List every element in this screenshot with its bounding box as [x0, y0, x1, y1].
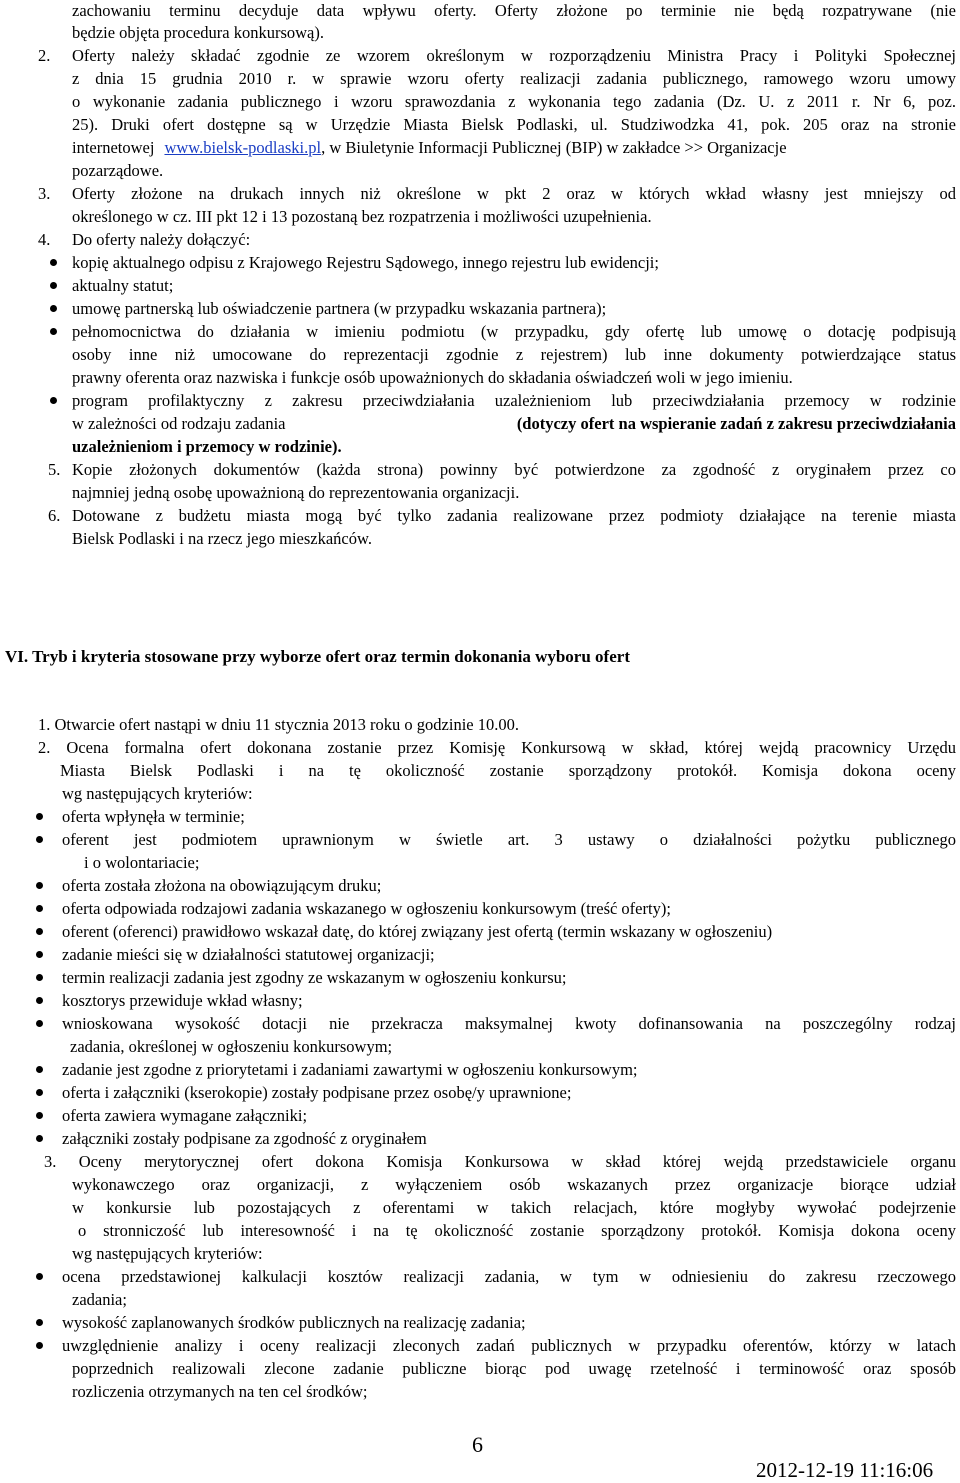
text-line: załączniki zostały podpisane za zgodność z oryginałem [62, 1129, 427, 1148]
text-line: 1. Otwarcie ofert nastąpi w dniu 11 stycznia 2013 roku o godzinie 10.00. [38, 715, 519, 734]
bold-text: uzależnieniom i przemocy w rodzinie). [72, 437, 342, 456]
text-line: oferta zawiera wymagane załączniki; [62, 1106, 308, 1125]
text-line: oferta została złożona na obowiązującym druku; [62, 876, 382, 895]
text-line: będzie objęta procedura konkursową). [72, 23, 324, 42]
bullet-icon [50, 282, 57, 289]
text-line: ocena przedstawionej kalkulacji kosztów realizacji zadania, w tym w odniesieniu do zakresu rzeczowego [62, 1267, 956, 1286]
bullet-icon [36, 1089, 43, 1096]
text-line: zadania; [72, 1290, 127, 1309]
item-number: 2. [38, 46, 51, 65]
text-line: Oferty złożone na drukach innych niż określone w pkt 2 oraz w których wkład własny jest mniejszy od [72, 184, 956, 203]
text-line: poprzednich realizowali zlecone zadanie publiczne biorąc pod uwagę rzetelność i terminowość oraz sposób [72, 1359, 956, 1378]
bullet-icon [36, 1135, 43, 1142]
section-heading: VI. Tryb i kryteria stosowane przy wyborze ofert oraz termin dokonania wyboru ofert [5, 647, 630, 666]
text-line: aktualny statut; [72, 276, 174, 295]
text-line: i o wolontariacie; [84, 853, 200, 872]
text-line: w konkursie lub pozostających z oferentami w takich relacjach, które mogłyby wywołać podejrzenie [72, 1198, 956, 1217]
text-line: pozarządowe. [72, 161, 164, 180]
text-line [72, 413, 956, 434]
bullet-icon [50, 397, 57, 404]
bullet-icon [36, 1112, 43, 1119]
text-line: Kopie złożonych dokumentów (każda strona) powinny być potwierdzone za zgodność z oryginałem przez co [72, 460, 956, 479]
bullet-icon [50, 305, 57, 312]
text-line: z dnia 15 grudnia 2010 r. w sprawie wzoru oferty realizacji zadania publicznego, ramowego wzoru umowy [72, 69, 956, 88]
bullet-icon [36, 813, 43, 820]
text-line: kosztorys przewiduje wkład własny; [62, 991, 303, 1010]
text-line: zadanie jest zgodne z priorytetami i zadaniami zawartymi w ogłoszeniu konkursowym; [62, 1060, 638, 1079]
text-line: Bielsk Podlaski i na rzecz jego mieszkańców. [72, 529, 372, 548]
bullet-icon [36, 1273, 43, 1280]
text-line: oferta i załączniki (kserokopie) zostały podpisane przez osobę/y uprawnione; [62, 1083, 572, 1102]
bullet-icon [36, 1319, 43, 1326]
text-line: zadanie mieści się w działalności statutowej organizacji; [62, 945, 435, 964]
text-line: pełnomocnictwa do działania w imieniu podmiotu (w przypadku, gdy ofertę lub umowę o dotację podpisują [72, 322, 956, 341]
item-number: 6. [48, 506, 61, 525]
text-line: o stronniczość lub interesowność i na tę okoliczność zostanie sporządzony protokół. Komisja dokona oceny [78, 1221, 956, 1240]
bullet-icon [36, 997, 43, 1004]
text-line: oferta odpowiada rodzajowi zadania wskazanego w ogłoszeniu konkursowym (treść oferty); [62, 899, 671, 918]
bullet-icon [36, 1342, 43, 1349]
text-line: rozliczenia otrzymanych na ten cel środków; [72, 1382, 368, 1401]
text-line: wg następujących kryteriów: [72, 1244, 263, 1263]
text-line: termin realizacji zadania jest zgodny ze wskazanym w ogłoszeniu konkursu; [62, 968, 567, 987]
text-line: program profilaktyczny z zakresu przeciwdziałania uzależnieniom lub przeciwdziałania przemocy w rodzinie [72, 391, 956, 410]
bullet-icon [36, 928, 43, 935]
text-line: najmniej jedną osobę upoważnioną do reprezentowania organizacji. [72, 483, 520, 502]
text-line: wnioskowana wysokość dotacji nie przekracza maksymalnej kwoty dofinansowania na poszczególny rodzaj [62, 1014, 956, 1033]
bullet-icon [36, 974, 43, 981]
item-number: 5. [48, 460, 61, 479]
bold-text: (dotyczy ofert na wspieranie zadań z zakresu przeciwdziałania [516, 414, 956, 433]
item-number: 4. [38, 230, 51, 249]
text-line: zachowaniu terminu decyduje data wpływu oferty. Oferty złożone po terminie nie będą rozpatrywane (nie [72, 1, 956, 20]
text-line: Oferty należy składać zgodnie ze wzorem określonym w rozporządzeniu Ministra Pracy i Polityki Społecznej [72, 46, 956, 65]
bullet-icon [50, 328, 57, 335]
text-line: osoby inne niż umocowane do reprezentacji zgodnie z rejestrem) lub inne dokumenty potwierdzające status [72, 345, 956, 364]
text-line: wysokość zaplanowanych środków publicznych na realizację zadania; [62, 1313, 526, 1332]
text-line: 3. Oceny merytorycznej ofert dokona Komisja Konkursowa w skład której wejdą przedstawiciele organu [44, 1152, 956, 1171]
text-line: uwzględnienie analizy i oceny realizacji zleconych zadań publicznych w przypadku oferentów, którzy w latach [62, 1336, 956, 1355]
text-fragment: , w Biuletynie Informacji Publicznej (BIP) w zakładce >> Organizacje [321, 138, 787, 157]
text-line: umowę partnerską lub oświadczenie partnera (w przypadku wskazania partnera); [72, 299, 607, 318]
text-fragment: internetowej [72, 138, 155, 157]
item-number: 3. [38, 184, 51, 203]
timestamp: 2012-12-19 11:16:06 [756, 1458, 934, 1482]
text-line: o wykonanie zadania publicznego i wzoru sprawozdania z wykonania tego zadania (Dz. U. z 2011 r. Nr 6, poz. [72, 92, 956, 111]
text-fragment [154, 137, 956, 158]
bullet-icon [36, 836, 43, 843]
text-line: kopię aktualnego odpisu z Krajowego Rejestru Sądowego, innego rejestru lub ewidencji; [72, 253, 659, 272]
text-line: określonego w cz. III pkt 12 i 13 pozostaną bez rozpatrzenia i możliwości uzupełnienia. [72, 207, 652, 226]
text-line: oferent (oferenci) prawidłowo wskazał datę, do której związany jest ofertą (termin wskazany w ogłoszeniu) [62, 922, 773, 941]
text-line: wykonawczego oraz organizacji, z wyłączeniem osób wskazanych przez organizacje biorące udział [72, 1175, 956, 1194]
bullet-icon [36, 882, 43, 889]
bullet-icon [50, 259, 57, 266]
text-line [72, 137, 956, 158]
website-link[interactable]: www.bielsk-podlaski.pl [164, 138, 322, 157]
page-number: 6 [472, 1432, 483, 1457]
bullet-icon [36, 1066, 43, 1073]
bullet-icon [36, 1020, 43, 1027]
text-line: 2. Ocena formalna ofert dokonana zostanie przez Komisję Konkursową w skład, której wejdą pracownicy Urzędu [38, 738, 956, 757]
text-line: Dotowane z budżetu miasta mogą być tylko zadania realizowane przez podmioty działające na terenie miasta [72, 506, 956, 525]
text-line: prawny oferenta oraz nazwiska i funkcje osób upoważnionych do składania oświadczeń woli w jego imieniu. [72, 368, 793, 387]
text-line: zadania, określonej w ogłoszeniu konkursowym; [70, 1037, 393, 1056]
text-line: oferent jest podmiotem uprawnionym w świetle art. 3 ustawy o działalności pożytku publicznego [62, 830, 956, 849]
bullet-icon [36, 951, 43, 958]
text-line: wg następujących kryteriów: [62, 784, 253, 803]
text-line: Do oferty należy dołączyć: [72, 230, 251, 249]
text-line: 25). Druki ofert dostępne są w Urzędzie Miasta Bielsk Podlaski, ul. Studziwodzka 41, pok. 205 oraz na stronie [72, 115, 956, 134]
text-line: Miasta Bielsk Podlaski i na tę okoliczność zostanie sporządzony protokół. Komisja dokona oceny [60, 761, 956, 780]
text-line: oferta wpłynęła w terminie; [62, 807, 245, 826]
text-fragment: w zależności od rodzaju zadania [72, 414, 286, 433]
bullet-icon [36, 905, 43, 912]
